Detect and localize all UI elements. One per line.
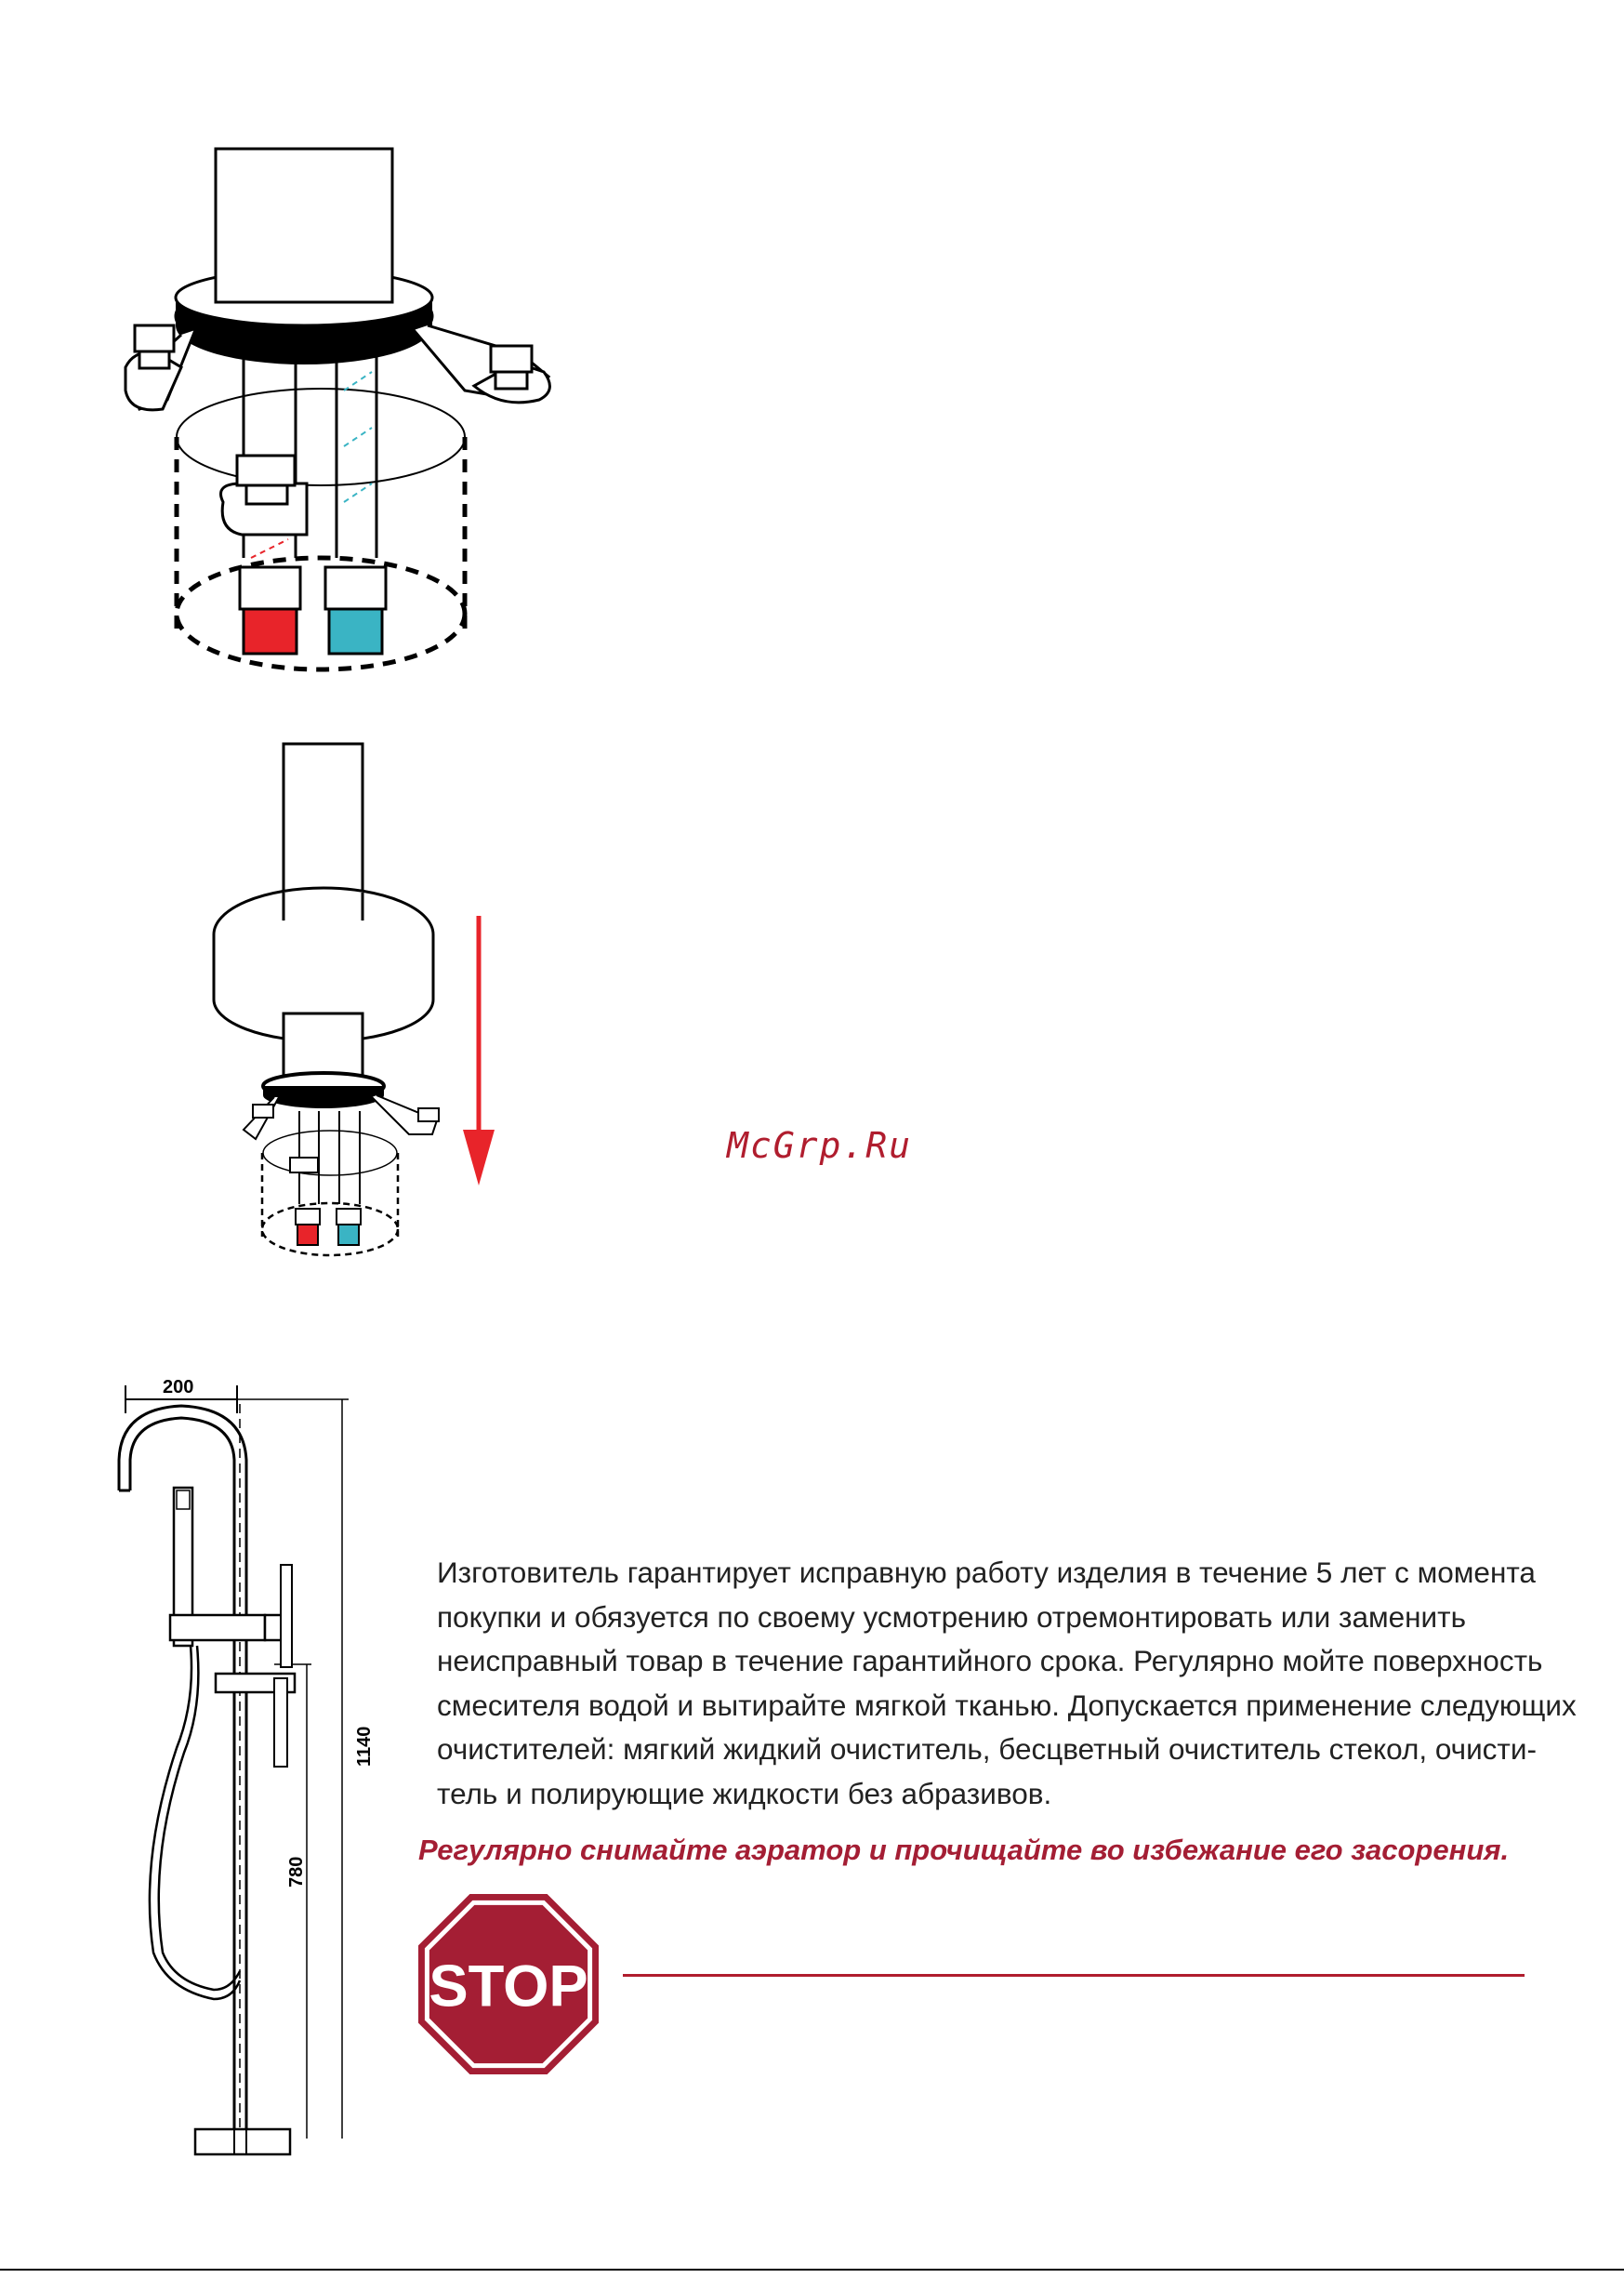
- warranty-line: очистителей: мягкий жидкий очиститель, бесцветный очиститель стекол, очисти-: [437, 1732, 1537, 1766]
- watermark: McGrp.Ru: [727, 1125, 913, 1166]
- dimension-drawing: [88, 1376, 395, 2213]
- aerator-warning: Регулярно снимайте аэратор и прочищайте во избежание его засорения.: [418, 1834, 1510, 1866]
- warranty-line: Изготовитель гарантирует исправную работу изделия в течение 5 лет с момента: [437, 1556, 1536, 1589]
- installation-diagram-base: [112, 139, 632, 697]
- warranty-line: неисправный товар в течение гарантийного срока. Регулярно мойте поверхность: [437, 1644, 1543, 1677]
- down-arrow-icon: [460, 916, 497, 1190]
- warranty-line: смесителя водой и вытирайте мягкой тканью. Допускается применение следующих: [437, 1688, 1577, 1722]
- warranty-text: [437, 1551, 1577, 1816]
- page-bottom-rule: [0, 2269, 1624, 2271]
- stop-sign-label: STOP: [429, 1954, 588, 2020]
- divider-line: [623, 1974, 1525, 1977]
- stop-sign-icon: [416, 1892, 601, 2076]
- warranty-line: тель и полирующие жидкости без абразивов.: [437, 1776, 1052, 1810]
- warranty-line: покупки и обязуется по своему усмотрению отремонтировать или заменить: [437, 1599, 1466, 1634]
- dim-200-label: 200: [163, 1377, 194, 1397]
- dim-780-label: 780: [286, 1856, 307, 1887]
- dim-1140-label: 1140: [354, 1726, 375, 1767]
